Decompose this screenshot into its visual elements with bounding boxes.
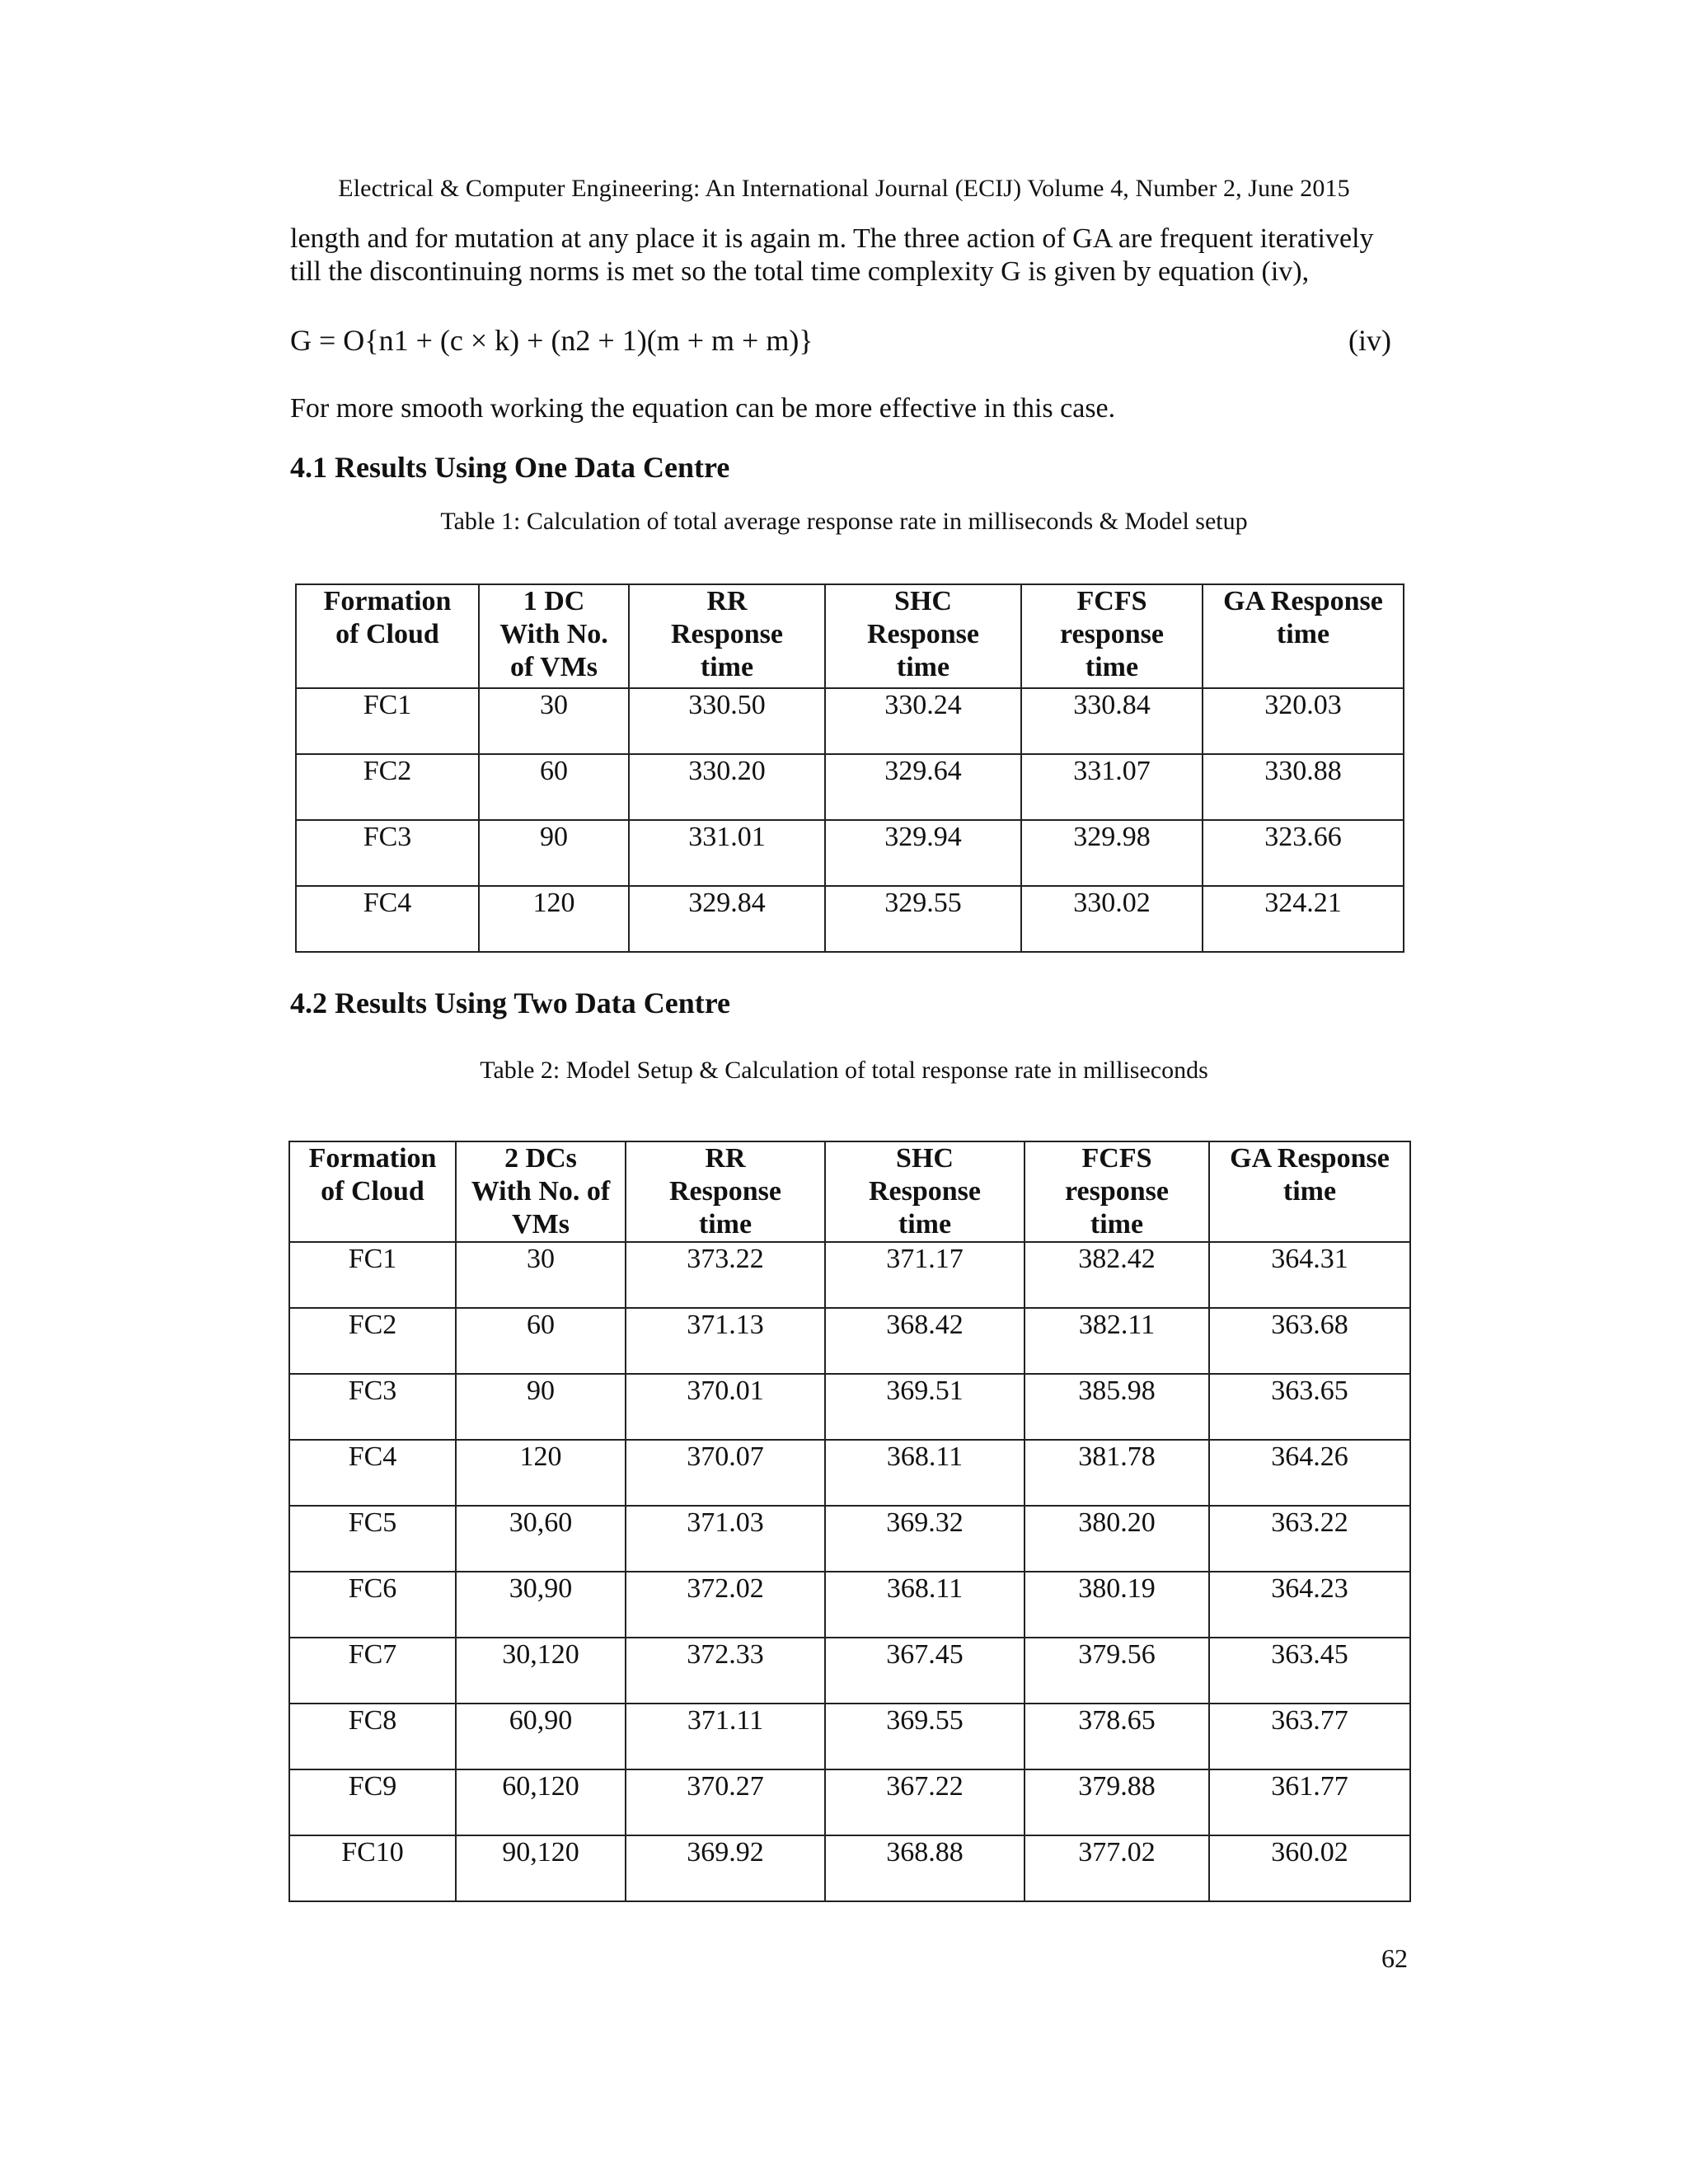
table-cell: FC4 xyxy=(289,1440,456,1506)
table-cell: 370.01 xyxy=(626,1374,825,1440)
table-row xyxy=(296,754,1404,820)
table-cell: 367.45 xyxy=(825,1638,1025,1704)
table-cell: 381.78 xyxy=(1025,1440,1209,1506)
header-line: SHC xyxy=(896,1143,954,1174)
equation-number: (iv) xyxy=(1348,324,1391,357)
header-line: time xyxy=(1090,1209,1144,1240)
header-line: time xyxy=(898,1209,952,1240)
table-cell: 364.26 xyxy=(1209,1440,1410,1506)
column-header xyxy=(825,584,1021,688)
table-cell: 329.84 xyxy=(629,886,825,952)
table-cell: 368.11 xyxy=(825,1440,1025,1506)
column-header xyxy=(1209,1141,1410,1242)
table-cell: 329.55 xyxy=(825,886,1021,952)
table-cell: 363.22 xyxy=(1209,1506,1410,1572)
table-cell: 363.65 xyxy=(1209,1374,1410,1440)
header-line: Formation xyxy=(308,1143,437,1174)
table-cell: 368.42 xyxy=(825,1308,1025,1374)
table-cell: 363.77 xyxy=(1209,1704,1410,1769)
table-cell: 372.02 xyxy=(626,1572,825,1638)
table-cell: FC4 xyxy=(296,886,479,952)
table-cell: 330.02 xyxy=(1021,886,1203,952)
table-cell: 30 xyxy=(456,1242,626,1308)
table-cell: 90 xyxy=(456,1374,626,1440)
equation: G = O{n1 + (c × k) + (n2 + 1)(m + m + m)} xyxy=(290,324,814,357)
table-cell: 60 xyxy=(456,1308,626,1374)
table-row xyxy=(289,1704,1410,1769)
table-cell: 330.20 xyxy=(629,754,825,820)
table-cell: 60,120 xyxy=(456,1769,626,1835)
table-row xyxy=(289,1835,1410,1901)
column-header xyxy=(1203,584,1404,688)
table-cell: 330.24 xyxy=(825,688,1021,754)
header-line: FCFS xyxy=(1081,1143,1152,1174)
intro-line: till the discontinuing norms is met so the total time complexity G is given by equation (iv), xyxy=(290,256,1310,287)
table-cell: FC6 xyxy=(289,1572,456,1638)
column-header xyxy=(1025,1141,1209,1242)
table2-caption: Table 2: Model Setup & Calculation of total response rate in milliseconds xyxy=(480,1057,1208,1084)
table-cell: 380.19 xyxy=(1025,1572,1209,1638)
table-header-row xyxy=(289,1141,1410,1242)
table-cell: 120 xyxy=(456,1440,626,1506)
page-number: 62 xyxy=(1381,1943,1408,1973)
table-cell: 371.17 xyxy=(825,1242,1025,1308)
column-header xyxy=(1021,584,1203,688)
table-cell: 370.07 xyxy=(626,1440,825,1506)
header-line: Response xyxy=(670,619,784,649)
table-cell: 371.13 xyxy=(626,1308,825,1374)
column-header xyxy=(825,1141,1025,1242)
table-cell: 371.11 xyxy=(626,1704,825,1769)
table-cell: 30,90 xyxy=(456,1572,626,1638)
column-header xyxy=(479,584,629,688)
table-cell: FC1 xyxy=(296,688,479,754)
table-cell: FC7 xyxy=(289,1638,456,1704)
table-cell: 90 xyxy=(479,820,629,886)
header-line: Response xyxy=(866,619,980,649)
table-cell: FC2 xyxy=(289,1308,456,1374)
header-line: With No. of xyxy=(471,1176,611,1207)
header-line: response xyxy=(1065,1176,1169,1207)
table-cell: 90,120 xyxy=(456,1835,626,1901)
header-line: time xyxy=(1085,652,1139,682)
table-cell: 30,60 xyxy=(456,1506,626,1572)
header-line: 2 DCs xyxy=(504,1143,577,1174)
running-header: Electrical & Computer Engineering: An International Journal (ECIJ) Volume 4, Number 2, June 2015 xyxy=(338,175,1350,202)
table-cell: 60,90 xyxy=(456,1704,626,1769)
header-line: 1 DC xyxy=(523,586,585,616)
table-cell: 369.55 xyxy=(825,1704,1025,1769)
table-row xyxy=(289,1440,1410,1506)
table-cell: 331.07 xyxy=(1021,754,1203,820)
smooth-paragraph: For more smooth working the equation can be more effective in this case. xyxy=(290,393,1116,424)
table-cell: 329.98 xyxy=(1021,820,1203,886)
table-cell: 320.03 xyxy=(1203,688,1404,754)
header-line: RR xyxy=(705,1143,746,1174)
table-cell: 373.22 xyxy=(626,1242,825,1308)
table-cell: 379.88 xyxy=(1025,1769,1209,1835)
table-row xyxy=(296,886,1404,952)
table-cell: 30 xyxy=(479,688,629,754)
header-line: GA Response xyxy=(1223,586,1383,616)
table-cell: 324.21 xyxy=(1203,886,1404,952)
header-line: time xyxy=(1282,1176,1337,1207)
intro-paragraph xyxy=(290,223,1411,288)
table-cell: 372.33 xyxy=(626,1638,825,1704)
table-row xyxy=(289,1506,1410,1572)
table-cell: 380.20 xyxy=(1025,1506,1209,1572)
table-cell: 371.03 xyxy=(626,1506,825,1572)
header-line: With No. xyxy=(499,619,608,649)
header-line: FCFS xyxy=(1076,586,1147,616)
table-cell: FC3 xyxy=(296,820,479,886)
table-cell: 377.02 xyxy=(1025,1835,1209,1901)
table1-caption: Table 1: Calculation of total average response rate in milliseconds & Model setup xyxy=(440,508,1248,535)
header-line: time xyxy=(698,1209,753,1240)
table-cell: 369.32 xyxy=(825,1506,1025,1572)
table-cell: 368.88 xyxy=(825,1835,1025,1901)
header-line: time xyxy=(1276,619,1330,649)
table-cell: 329.94 xyxy=(825,820,1021,886)
table-cell: FC3 xyxy=(289,1374,456,1440)
section-heading-one-dc: 4.1 Results Using One Data Centre xyxy=(290,451,730,484)
table-cell: 360.02 xyxy=(1209,1835,1410,1901)
table-cell: FC2 xyxy=(296,754,479,820)
table-cell: 363.68 xyxy=(1209,1308,1410,1374)
table-cell: 329.64 xyxy=(825,754,1021,820)
table-cell: 323.66 xyxy=(1203,820,1404,886)
table2 xyxy=(288,1141,1411,1902)
header-line: GA Response xyxy=(1230,1143,1390,1174)
table-row xyxy=(296,820,1404,886)
table-cell: 385.98 xyxy=(1025,1374,1209,1440)
table-cell: FC1 xyxy=(289,1242,456,1308)
table-cell: 370.27 xyxy=(626,1769,825,1835)
table-cell: 363.45 xyxy=(1209,1638,1410,1704)
header-line: of Cloud xyxy=(321,1176,424,1207)
table-row xyxy=(289,1308,1410,1374)
table-row xyxy=(289,1374,1410,1440)
header-line: SHC xyxy=(894,586,952,616)
intro-line: length and for mutation at any place it is again m. The three action of GA are frequent iteratively xyxy=(290,223,1374,254)
table-cell: 330.88 xyxy=(1203,754,1404,820)
table-cell: 364.31 xyxy=(1209,1242,1410,1308)
header-line: Response xyxy=(668,1176,782,1207)
table-cell: 382.11 xyxy=(1025,1308,1209,1374)
header-line: of Cloud xyxy=(335,619,439,649)
table-cell: 30,120 xyxy=(456,1638,626,1704)
header-line: response xyxy=(1060,619,1164,649)
table-cell: 367.22 xyxy=(825,1769,1025,1835)
table-cell: 369.51 xyxy=(825,1374,1025,1440)
header-line: Response xyxy=(868,1176,982,1207)
table-cell: 120 xyxy=(479,886,629,952)
header-line: time xyxy=(896,652,950,682)
table-cell: 379.56 xyxy=(1025,1638,1209,1704)
table-cell: 378.65 xyxy=(1025,1704,1209,1769)
table-header-row xyxy=(296,584,1404,688)
table-cell: 364.23 xyxy=(1209,1572,1410,1638)
table-cell: 368.11 xyxy=(825,1572,1025,1638)
header-line: VMs xyxy=(512,1209,570,1240)
table-cell: 369.92 xyxy=(626,1835,825,1901)
header-line: time xyxy=(700,652,754,682)
table-row xyxy=(289,1242,1410,1308)
equation-row xyxy=(290,323,1391,356)
table-row xyxy=(296,688,1404,754)
column-header xyxy=(296,584,479,688)
table-cell: 330.50 xyxy=(629,688,825,754)
header-line: of VMs xyxy=(509,652,598,682)
column-header xyxy=(289,1141,456,1242)
table-cell: 382.42 xyxy=(1025,1242,1209,1308)
header-line: Formation xyxy=(323,586,452,616)
table-cell: FC5 xyxy=(289,1506,456,1572)
table1 xyxy=(295,583,1404,953)
table-cell: 330.84 xyxy=(1021,688,1203,754)
table-cell: FC10 xyxy=(289,1835,456,1901)
table-cell: 361.77 xyxy=(1209,1769,1410,1835)
table-cell: 60 xyxy=(479,754,629,820)
table-cell: 331.01 xyxy=(629,820,825,886)
table-cell: FC8 xyxy=(289,1704,456,1769)
section-heading-two-dc: 4.2 Results Using Two Data Centre xyxy=(290,987,731,1019)
table-row xyxy=(289,1769,1410,1835)
table-cell: FC9 xyxy=(289,1769,456,1835)
table-row xyxy=(289,1638,1410,1704)
column-header xyxy=(456,1141,626,1242)
table-row xyxy=(289,1572,1410,1638)
column-header xyxy=(629,584,825,688)
column-header xyxy=(626,1141,825,1242)
header-line: RR xyxy=(706,586,748,616)
